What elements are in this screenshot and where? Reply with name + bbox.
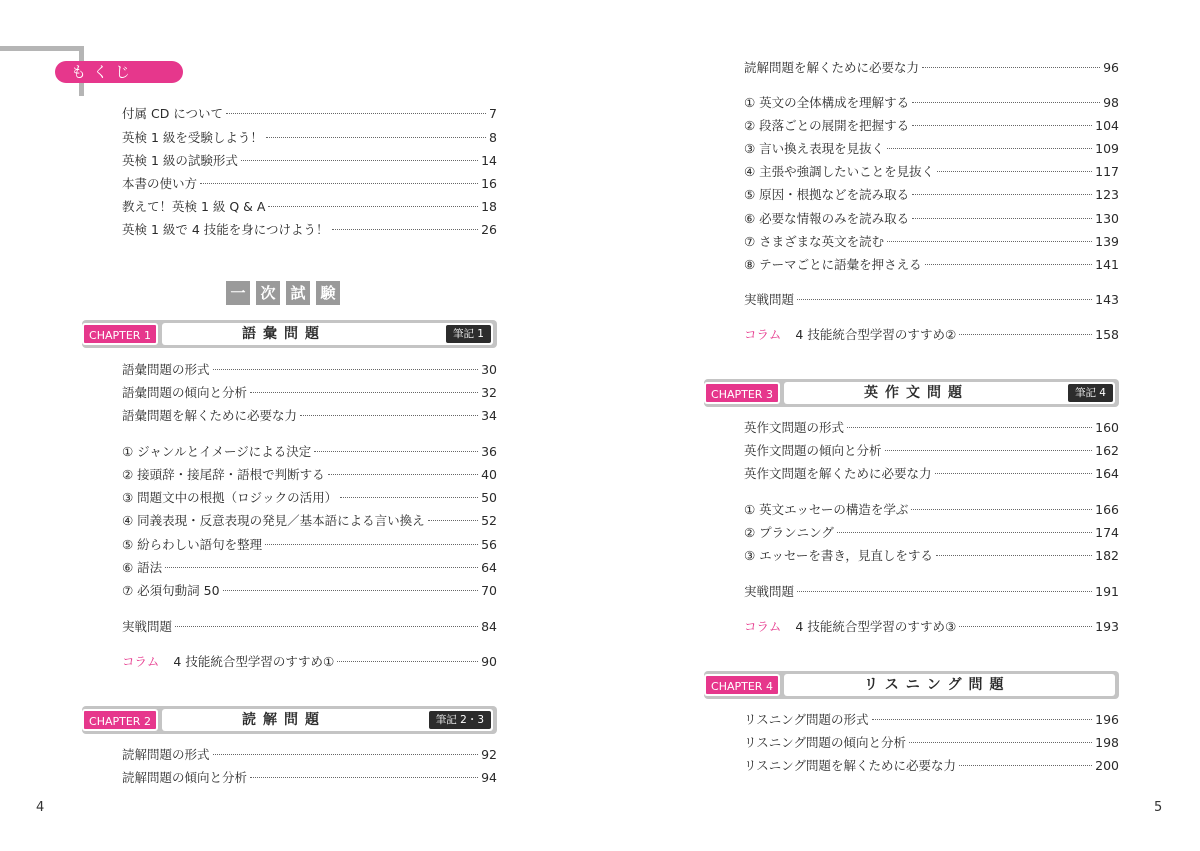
page-number-left: 4 xyxy=(36,800,45,815)
chapter-2-header: CHAPTER 2 読解問題 筆記 2・3 xyxy=(82,706,497,734)
toc-entry[interactable]: 英作文問題の傾向と分析 162 xyxy=(744,443,1119,458)
toc-entry[interactable]: 英作文問題の形式 160 xyxy=(744,420,1119,435)
toc-entry[interactable]: リスニング問題の形式 196 xyxy=(744,712,1119,727)
toc-entry[interactable]: ⑥ 必要な情報のみを読み取る 130 xyxy=(744,211,1119,226)
toc-entry[interactable]: ⑧ テーマごとに語彙を押さえる 141 xyxy=(744,257,1119,272)
section-heading: 一 次 試 験 xyxy=(226,281,340,305)
toc-entry[interactable]: ① ジャンルとイメージによる決定 36 xyxy=(122,444,497,459)
toc-entry[interactable]: 付属 CD について 7 xyxy=(122,106,497,121)
toc-entry[interactable]: 英検 1 級を受験しよう！ 8 xyxy=(122,130,497,145)
toc-entry[interactable]: ⑦ さまざまな英文を読む 139 xyxy=(744,234,1119,249)
toc-entry[interactable]: 読解問題の形式 92 xyxy=(122,747,497,762)
toc-entry[interactable]: ⑦ 必須句動詞 50 70 xyxy=(122,583,497,598)
toc-entry[interactable]: 本書の使い方 16 xyxy=(122,176,497,191)
toc-entry-column[interactable]: コラム 4 技能統合型学習のすすめ③ 193 xyxy=(744,619,1119,634)
toc-entry[interactable]: 実戦問題 143 xyxy=(744,292,1119,307)
toc-entry[interactable]: 英検 1 級の試験形式 14 xyxy=(122,153,497,168)
toc-entry[interactable]: ③ 言い換え表現を見抜く 109 xyxy=(744,141,1119,156)
toc-entry[interactable]: ④ 主張や強調したいことを見抜く 117 xyxy=(744,164,1119,179)
contents-heading: もくじ xyxy=(55,61,183,83)
toc-entry[interactable]: 英作文問題を解くために必要な力 164 xyxy=(744,466,1119,481)
toc-entry[interactable]: ⑤ 原因・根拠などを読み取る 123 xyxy=(744,187,1119,202)
toc-entry[interactable]: ⑤ 紛らわしい語句を整理 56 xyxy=(122,537,497,552)
toc-entry[interactable]: 教えて！英検 1 級 Q & A 18 xyxy=(122,199,497,214)
toc-entry-column[interactable]: コラム 4 技能統合型学習のすすめ② 158 xyxy=(744,327,1119,342)
chapter-3-header: CHAPTER 3 英作文問題 筆記 4 xyxy=(704,379,1119,407)
toc-entry[interactable]: ③ エッセーを書き，見直しをする 182 xyxy=(744,548,1119,563)
toc-entry[interactable]: ② 段落ごとの展開を把握する 104 xyxy=(744,118,1119,133)
page-number-right: 5 xyxy=(1154,800,1163,815)
toc-entry[interactable]: 実戦問題 84 xyxy=(122,619,497,634)
toc-entry[interactable]: ① 英文の全体構成を理解する 98 xyxy=(744,95,1119,110)
toc-entry[interactable]: 読解問題を解くために必要な力 96 xyxy=(744,60,1119,75)
toc-entry[interactable]: リスニング問題を解くために必要な力 200 xyxy=(744,758,1119,773)
chapter-4-header: CHAPTER 4 リスニング問題 xyxy=(704,671,1119,699)
toc-entry[interactable]: ③ 問題文中の根拠（ロジックの活用） 50 xyxy=(122,490,497,505)
toc-entry[interactable]: ⑥ 語法 64 xyxy=(122,560,497,575)
toc-entry[interactable]: 語彙問題の形式 30 xyxy=(122,362,497,377)
toc-entry[interactable]: 語彙問題の傾向と分析 32 xyxy=(122,385,497,400)
toc-entry[interactable]: リスニング問題の傾向と分析 198 xyxy=(744,735,1119,750)
toc-entry-column[interactable]: コラム 4 技能統合型学習のすすめ① 90 xyxy=(122,654,497,669)
toc-entry[interactable]: 語彙問題を解くために必要な力 34 xyxy=(122,408,497,423)
toc-entry[interactable]: 英検 1 級で 4 技能を身につけよう！ 26 xyxy=(122,222,497,237)
toc-entry[interactable]: ④ 同義表現・反意表現の発見／基本語による言い換え 52 xyxy=(122,513,497,528)
toc-entry[interactable]: ② プランニング 174 xyxy=(744,525,1119,540)
chapter-1-header: CHAPTER 1 語彙問題 筆記 1 xyxy=(82,320,497,348)
toc-entry[interactable]: ① 英文エッセーの構造を学ぶ 166 xyxy=(744,502,1119,517)
toc-entry[interactable]: 実戦問題 191 xyxy=(744,584,1119,599)
toc-entry[interactable]: ② 接頭辞・接尾辞・語根で判断する 40 xyxy=(122,467,497,482)
toc-entry[interactable]: 読解問題の傾向と分析 94 xyxy=(122,770,497,785)
